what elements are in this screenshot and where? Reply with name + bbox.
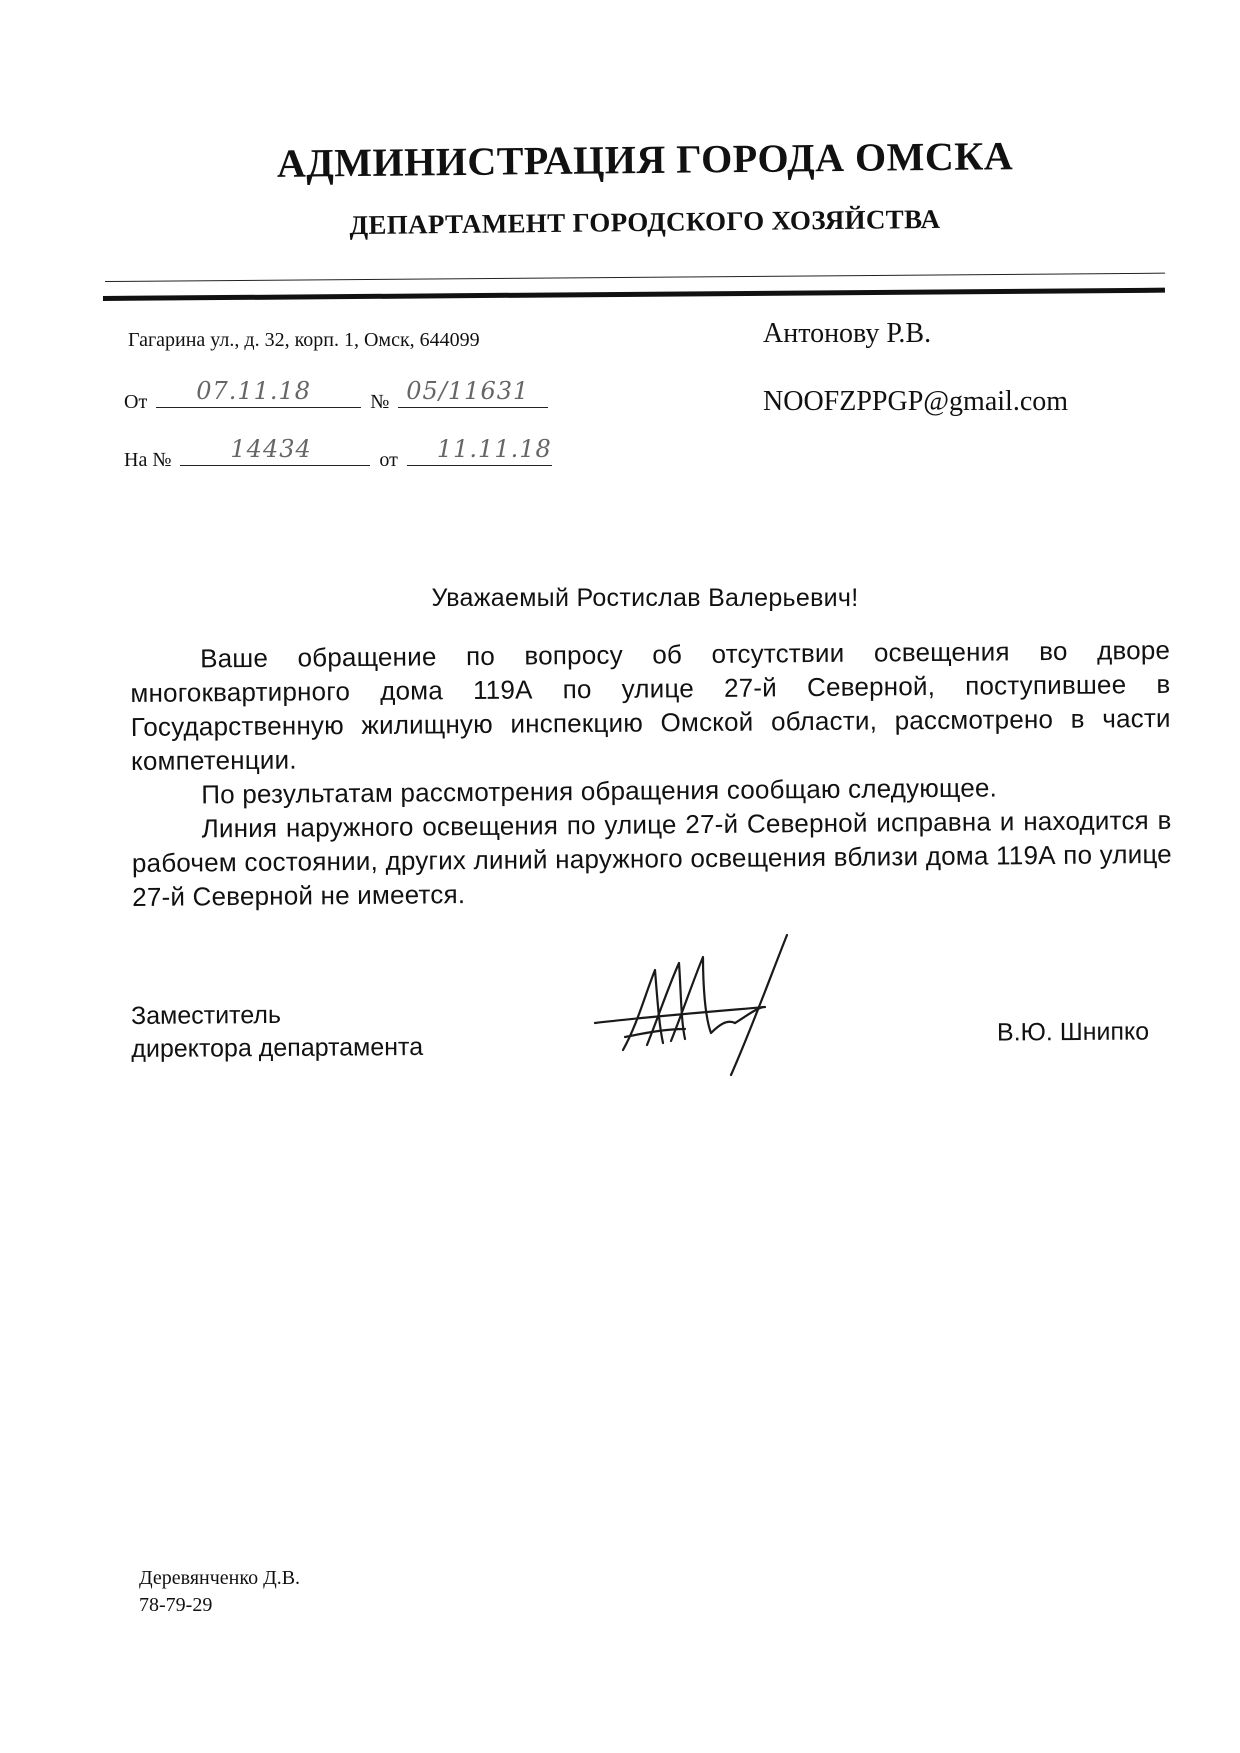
header-divider-thin	[105, 273, 1165, 282]
from-date-field	[156, 377, 361, 408]
reply-requisites	[124, 435, 556, 472]
signatory-position-line1: Заместитель	[131, 1000, 282, 1030]
reply-number-handwritten: 14434	[230, 435, 312, 463]
body-paragraph: По результатам рассмотрения обращения сообщаю следующее.	[201, 772, 998, 810]
reply-number-field	[180, 435, 370, 466]
signatory-position	[131, 997, 531, 1066]
sender-address: Гагарина ул., д. 32, корп. 1, Омск, 644099	[128, 329, 480, 351]
reply-date-label: от	[379, 449, 398, 471]
executor-name: Деревянченко Д.В.	[139, 1567, 301, 1589]
handwritten-signature	[585, 925, 815, 1085]
letter-body	[130, 633, 1172, 914]
from-date-handwritten: 07.11.18	[196, 377, 312, 405]
department-title: ДЕПАРТАМЕНТ ГОРОДСКОГО ХОЗЯЙСТВА	[349, 203, 941, 241]
reply-label: На №	[124, 449, 172, 471]
reply-date-field	[407, 435, 552, 466]
signatory-position-line2: директора департамента	[131, 1032, 424, 1063]
signatory-name: В.Ю. Шнипко	[996, 1017, 1150, 1047]
body-paragraph: Ваше обращение по вопросу об отсутствии освещения во дворе многоквартирного дома 119А по улице 27-й Северной, поступившее в Государственную жилищную инспекцию Омской области, рассмотрено в части компетенции.	[130, 634, 1171, 776]
body-paragraph: Линия наружного освещения по улице 27-й Северной исправна и находится в рабочем состоянии, других линий наружного освещения вблизи дома 119А по улице 27-й Северной не имеется.	[131, 804, 1173, 912]
executor-info	[139, 1565, 439, 1619]
header-divider-thick	[103, 288, 1165, 301]
outgoing-requisites	[124, 377, 552, 414]
greeting: Уважаемый Ростислав Валерьевич!	[431, 584, 859, 612]
number-handwritten: 05/11631	[406, 377, 530, 405]
reply-date-handwritten: 11.11.18	[436, 435, 552, 463]
from-label: От	[124, 391, 148, 413]
number-label: №	[370, 391, 390, 413]
recipient-name: Антонову Р.В.	[763, 318, 932, 349]
number-field	[398, 377, 548, 408]
recipient-email: NOOFZPPGP@gmail.com	[763, 386, 1069, 417]
executor-phone: 78-79-29	[139, 1594, 213, 1616]
organization-title: АДМИНИСТРАЦИЯ ГОРОДА ОМСКА	[276, 133, 1014, 186]
